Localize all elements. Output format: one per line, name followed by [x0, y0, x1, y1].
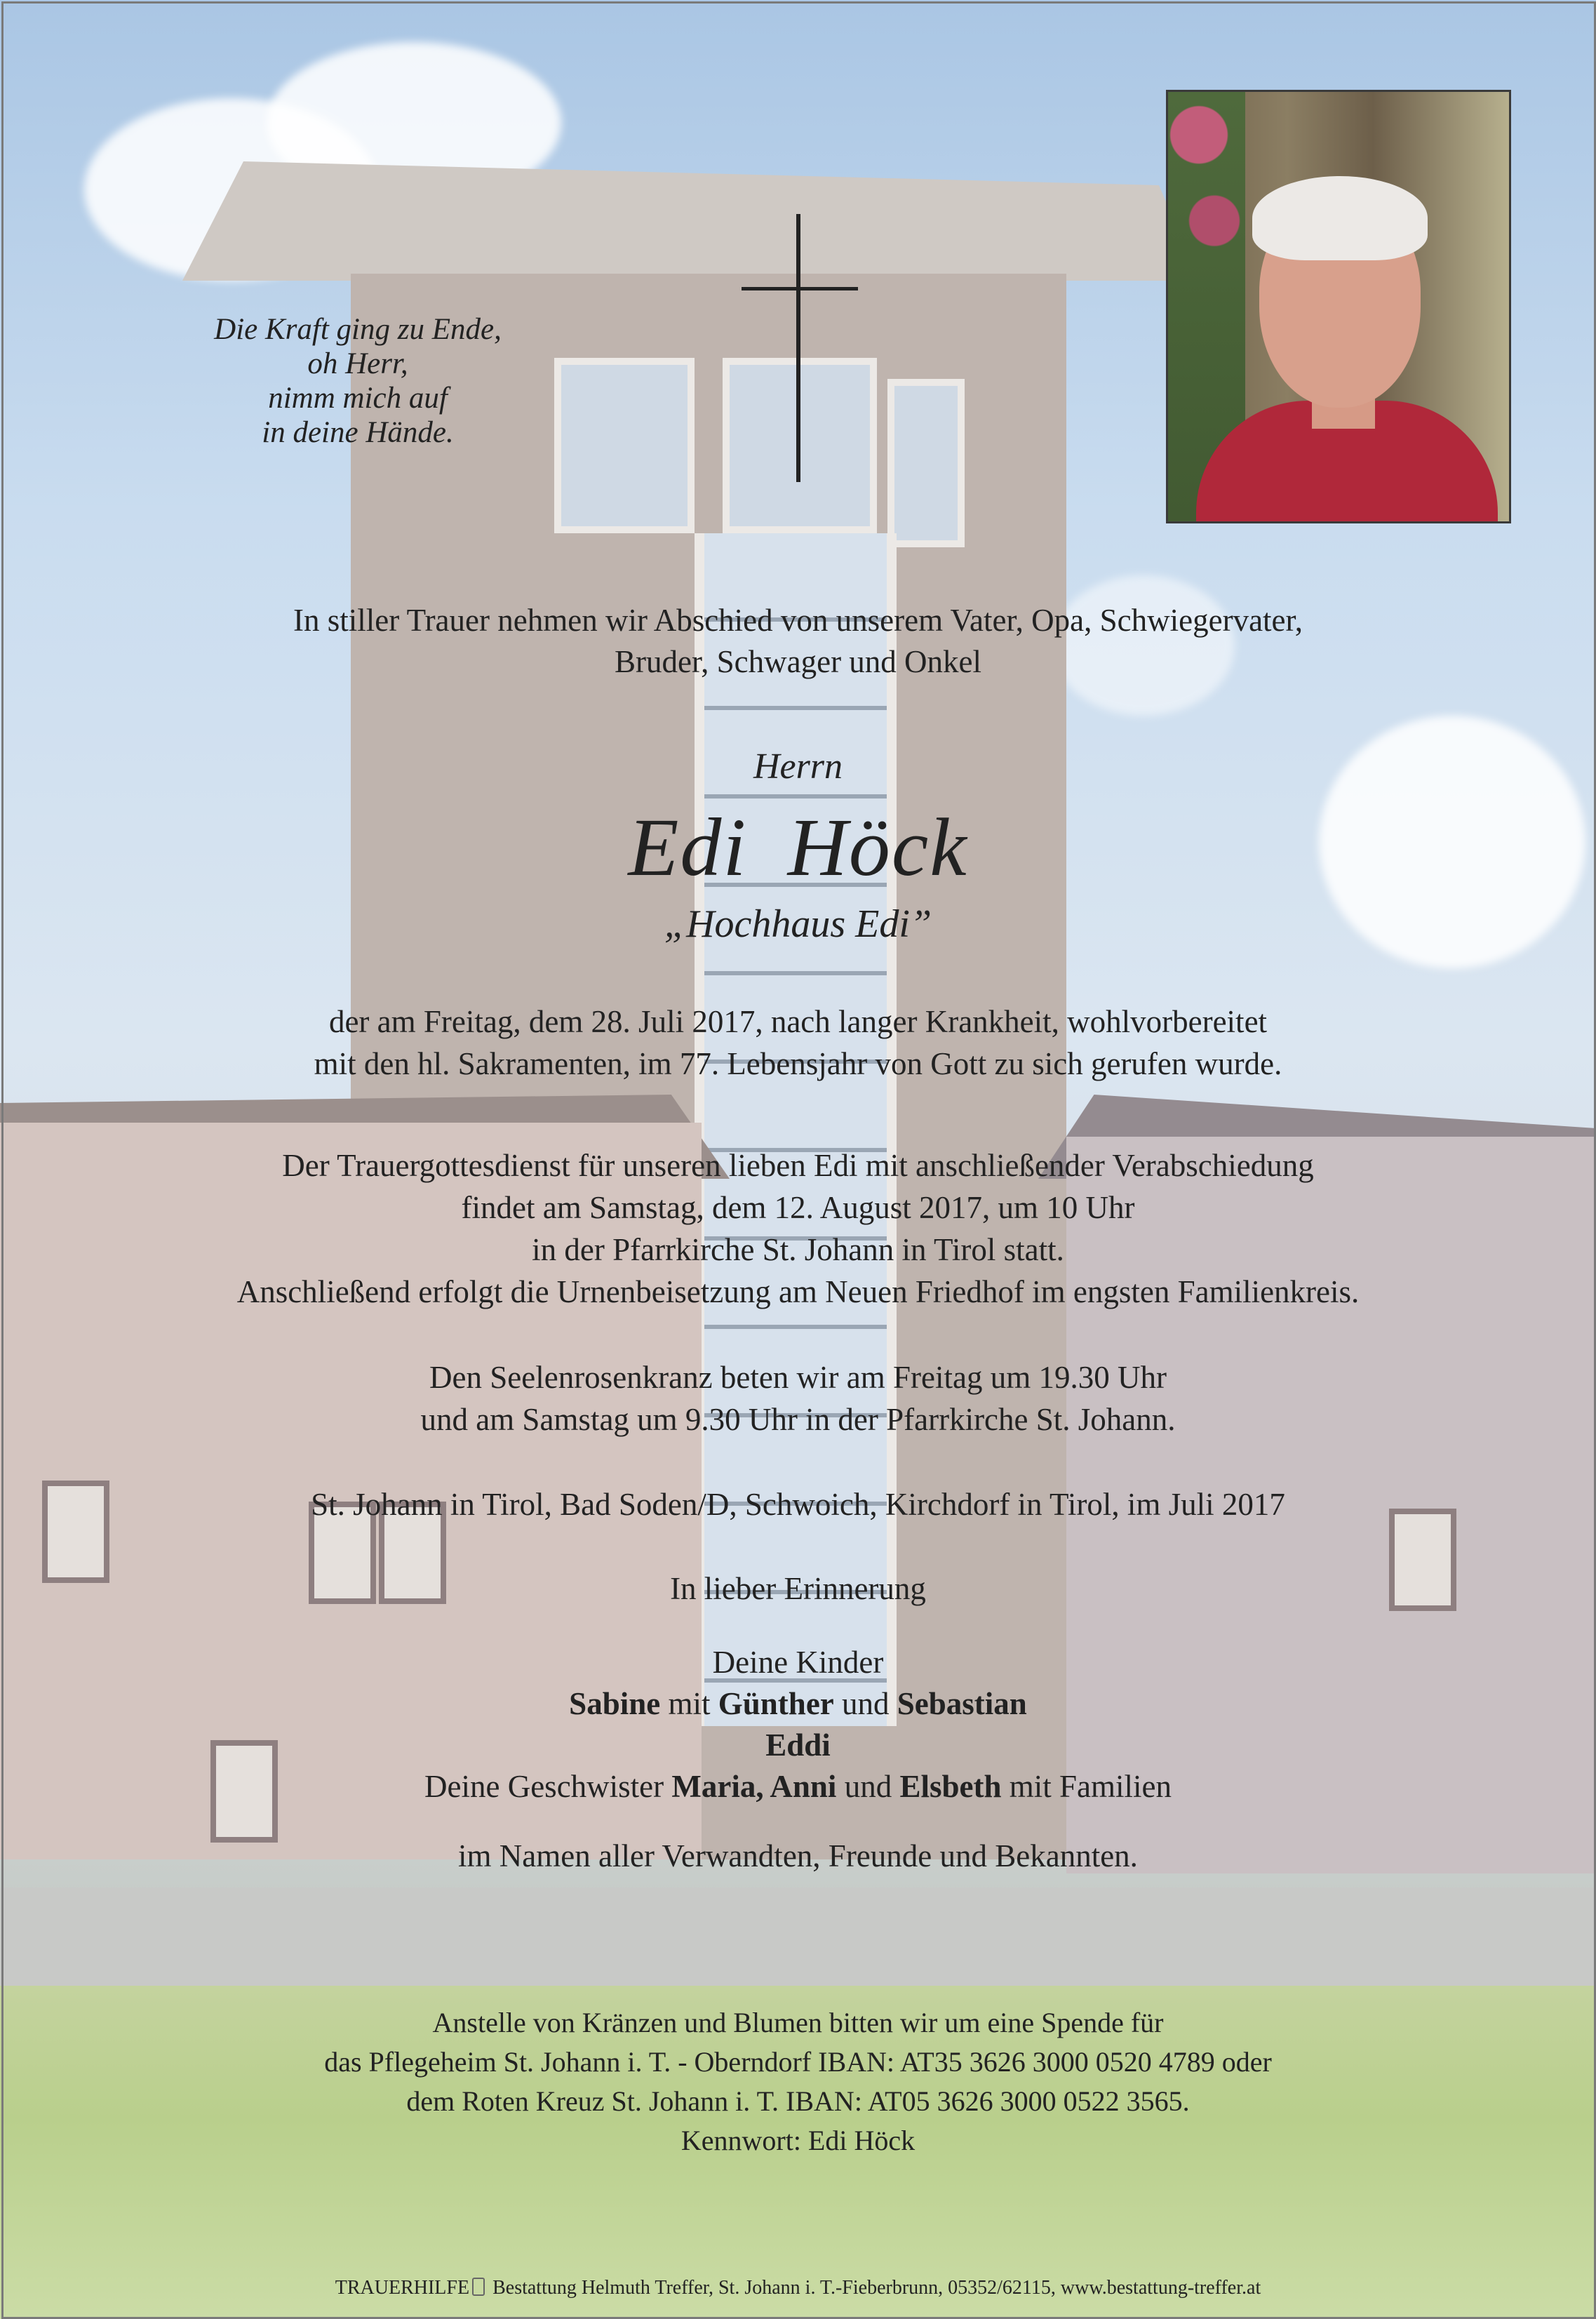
- child-name: Sebastian: [897, 1686, 1027, 1721]
- deceased-name: Edi Höck: [628, 801, 968, 893]
- motto-line: nimm mich auf: [268, 382, 448, 415]
- child-name: Eddi: [765, 1727, 831, 1763]
- children-line: [0, 1683, 1596, 1724]
- intro-line: In stiller Trauer nehmen wir Abschied von unserem Vater, Opa, Schwiegervater,: [293, 603, 1303, 638]
- motto-verse: [175, 312, 540, 450]
- tower-roof: [182, 161, 1200, 281]
- partner-name: Günther: [718, 1686, 834, 1721]
- photo-hair: [1252, 176, 1428, 260]
- street: [0, 1887, 1596, 1993]
- death-notice-line: mit den hl. Sakramenten, im 77. Lebensjahr von Gott zu sich gerufen wurde.: [314, 1046, 1282, 1081]
- child-line: [0, 1725, 1596, 1765]
- portrait-photo: [1166, 90, 1511, 523]
- motto-line: oh Herr,: [307, 347, 408, 380]
- sibling-name: Anni: [763, 1769, 837, 1804]
- connector: und: [833, 1686, 897, 1721]
- death-notice-line: der am Freitag, dem 28. Juli 2017, nach langer Krankheit, wohlvorbereitet: [328, 1004, 1268, 1039]
- connector: mit: [660, 1686, 718, 1721]
- connector: und: [836, 1769, 900, 1804]
- tower-glass-facade: [695, 533, 897, 1726]
- relatives-line: im Namen aller Verwandten, Freunde und Bekannten.: [458, 1838, 1138, 1873]
- service-line: in der Pfarrkirche St. Johann in Tirol statt.: [532, 1232, 1064, 1267]
- tower-window: [887, 379, 965, 547]
- footer: [0, 2277, 1596, 2299]
- rosary-line: und am Samstag um 9.30 Uhr in der Pfarrkirche St. Johann.: [420, 1402, 1176, 1437]
- donation-line: dem Roten Kreuz St. Johann i. T. IBAN: AT05 3626 3000 0522 3565.: [406, 2085, 1190, 2117]
- service-line: findet am Samstag, dem 12. August 2017, um 10 Uhr: [461, 1190, 1135, 1225]
- siblings-line: [0, 1766, 1596, 1807]
- sibling-name: Maria,: [671, 1769, 764, 1804]
- motto-line: in deine Hände.: [262, 416, 454, 449]
- service-line: Anschließend erfolgt die Urnenbeisetzung am Neuen Friedhof im engsten Familienkreis.: [236, 1274, 1360, 1309]
- footer-text: Bestattung Helmuth Treffer, St. Johann i. T.-Fieberbrunn, 05352/62115, www.bestattung-treffer.at: [488, 2277, 1261, 2299]
- place-date: St. Johann in Tirol, Bad Soden/D, Schwoich, Kirchdorf in Tirol, im Juli 2017: [311, 1487, 1285, 1522]
- sibling-name: Elsbeth: [899, 1769, 1002, 1804]
- donation-line: Anstelle von Kränzen und Blumen bitten wir um eine Spende für: [432, 2007, 1164, 2038]
- footer-logo-icon: [472, 2278, 485, 2296]
- child-name: Sabine: [569, 1686, 661, 1721]
- siblings-label: Deine Geschwister: [424, 1769, 672, 1804]
- service-line: Der Trauergottesdienst für unseren lieben Edi mit anschließender Verabschiedung: [282, 1148, 1314, 1183]
- rosary-line: Den Seelenrosenkranz beten wir am Freitag um 19.30 Uhr: [429, 1360, 1167, 1395]
- motto-line: Die Kraft ging zu Ende,: [214, 313, 502, 346]
- tower-window: [554, 358, 695, 533]
- intro-line: Bruder, Schwager und Onkel: [614, 644, 982, 679]
- donation-line: das Pflegeheim St. Johann i. T. - Oberndorf IBAN: AT35 3626 3000 0520 4789 oder: [324, 2046, 1272, 2078]
- siblings-suffix: mit Familien: [1001, 1769, 1172, 1804]
- footer-brand: TRAUERHILFE: [335, 2277, 470, 2299]
- donation-keyword: Kennwort: Edi Höck: [680, 2125, 916, 2156]
- remembrance-heading: In lieber Erinnerung: [670, 1571, 926, 1606]
- salutation: Herrn: [753, 747, 843, 787]
- children-label: Deine Kinder: [712, 1645, 884, 1680]
- deceased-nickname: „Hochhaus Edi”: [664, 902, 932, 946]
